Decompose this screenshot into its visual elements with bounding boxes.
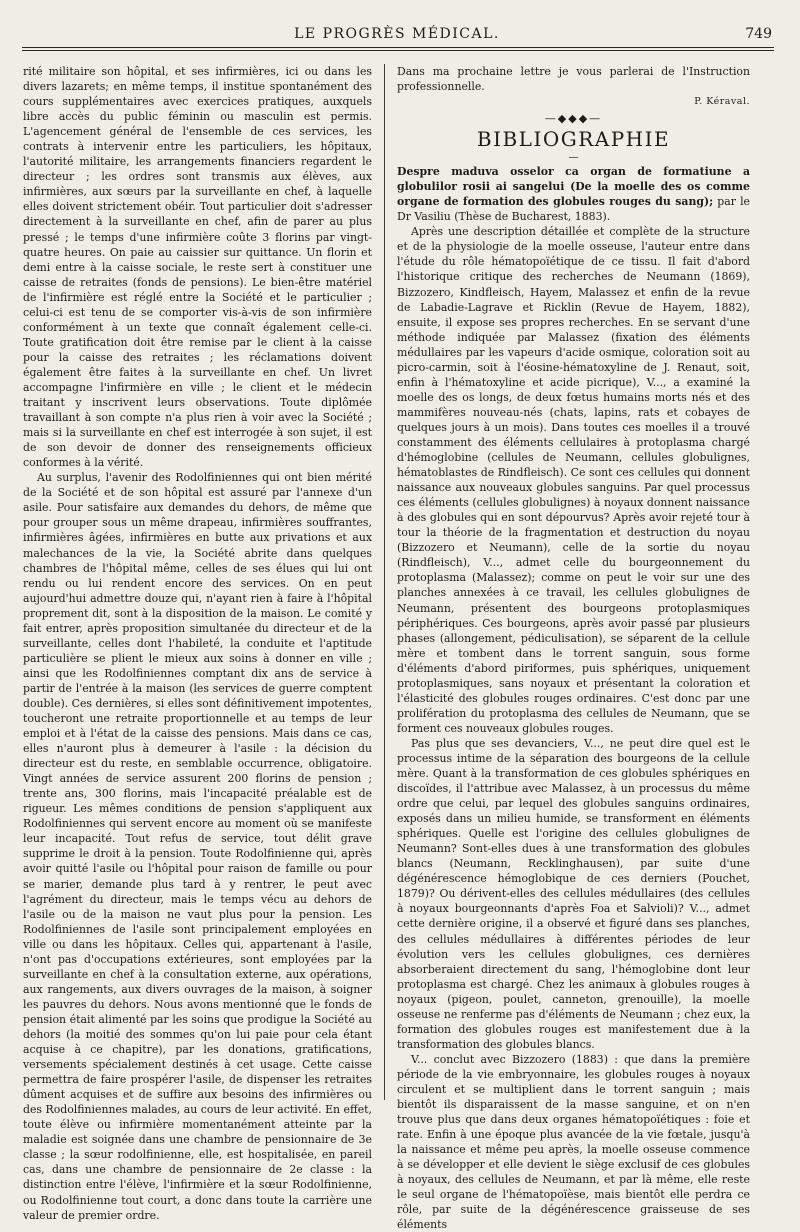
- review-paragraph-1: Après une description détaillée et complète de la structure et de la physiologie de la moelle osseuse, l'auteur entre dans l'étude du rôle hématopoïétique de ce tissu. Il fait d'abord l'historique critique des recherches de Neumann (1869), Bizzozero, Kindfleisch, Hayem, Malassez et enfin de la revue de Labadie-Lagrave et Ricklin (Revue de Hayem, 1882), ensuite, il expose ses propres recherches. En se servant d'une méthode indiquée par Malassez (fixation des éléments médullaires par les vapeurs d'acide osmique, coloration soit au picro-carmin, soit à l'éosine-hématoxyline de J. Renaut, soit, enfin à l'hématoxyline et acide picrique), V..., a examiné la moelle des os longs, de deux fœtus humains morts nés et des mammifères nouveau-nés (chats, lapins, rats et cobayes de quelques jours à un mois). Dans toutes ces moelles il a trouvé constamment des éléments cellulaires à protoplasma chargé d'hémoglobine (cellules de Neumann, cellules globulignes, hématoblastes de Rindfleisch). Ce sont ces cellules qui donnent naissance aux nouveaux globules sanguins. Par quel processus ces éléments (cellules globulignes) à noyaux donnent naissance à des globules qui en sont dépourvus? Après avoir rejeté tour à tour la théorie de la fragmentation et destruction du noyau (Bizzozero et Neumann), celle de la sortie du noyau (Rindfleisch), V..., admet celle du bourgeonnement du protoplasma (Malassez); comme on peut le voir sur une des planches annexées à ce travail, les cellules globulignes de Neumann, présentent des bourgeons protoplasmiques périphériques. Ces bourgeons, après avoir passé par plusieurs phases (allongement, pédiculisation), se séparent de la cellule mère et tombent dans le torrent sanguin, sous forme d'éléments d'abord piriformes, puis sphériques, uniquement protoplasmiques, sans noyaux et présentant la coloration et l'élasticité des globules rouges ordinaires. C'est donc par une prolifération du protoplasma des cellules de Neumann, que se forment ces nouveaux globules rouges.: [397, 225, 750, 735]
- page-number: 749: [745, 26, 772, 42]
- reference-title: Despre maduva osselor ca organ de formatiune a globulilor rosii ai sangelui (De la moelle des os comme organe de formation des globules rouges du sang);: [397, 165, 750, 209]
- ornament-divider: —◆◆◆—: [544, 112, 603, 126]
- right-column: [397, 64, 751, 1232]
- paragraph-asylum: Au surplus, l'avenir des Rodolfiniennes qui ont bien mérité de la Société et de son hôpital est assuré par l'annexe d'un asile. Pour satisfaire aux demandes du dehors, de même que pour grouper sous un même drapeau, infirmières souffrantes, infirmières âgées, infirmières en butte aux privations et aux malechances de la vie, la Société abrite dans quelques chambres de l'hôpital même, celles de ses élues qui lui ont rendu ou lui rendent encore des services. On en peut aujourd'hui admettre douze qui, n'ayant rien à faire à l'hôpital proprement dit, sont à la disposition de la maison. Le comité y fait entrer, après proposition simultanée du directeur et de la surveillante, celles dont l'habileté, la conduite et l'aptitude particulière se plient le mieux aux soins à donner en ville ; ainsi que les Rodolfiniennes comptant dix ans de service à partir de l'entrée à la maison (les services de guerre comptent double). Ces dernières, si elles sont définitivement impotentes, toucheront une retraite proportionnelle et au temps de leur emploi et à l'état de la caisse des pensions. Mais dans ce cas, elles n'auront plus à demeurer à l'asile : la décision du directeur est du reste, en semblable occurrence, obligatoire. Vingt années de service assurent 200 florins de pension ; trente ans, 300 florins, mais l'incapacité préalable est de rigueur. Les mêmes conditions de pension s'appliquent aux Rodolfiniennes qui servent encore au moment où se manifeste leur incapacité. Tout refus de service, tout délit grave supprime le droit à la pension. Toute Rodolfinienne qui, après avoir quitté l'asile ou l'hôpital pour raison de famille ou pour se marier, demande plus tard à y rentrer, le peut avec l'agrément du directeur, mais le temps vécu au dehors de l'asile ou de la maison ne vaut plus pour la pension. Les Rodolfiniennes de l'asile sont principalement employées en ville ou dans les hôpitaux. Celles qui, appartenant à l'asile, n'ont pas d'occupations extérieures, sont employées par la surveillante en chef à la consultation externe, aux opérations, aux rangements, aux divers ouvrages de la maison, à soigner les pauvres du dehors. Nous avons mentionné que le fonds de pension était alimenté par les soins que prodigue la Société au dehors (la moitié des sommes qu'on lui paie pour cela étant acquise à ce chapitre), par les donations, gratifications, versements spécialement destinés à cet usage. Cette caisse permettra de faire prospérer l'asile, de dispenser les retraites dûment acquises et de suffire aux besoins des infirmières ou des Rodolfiniennes malades, au cours de leur activité. En effet, toute élève ou infirmière momentanément atteinte par la maladie est soignée dans une chambre de pensionnaire de 3e classe ; la sœur rodolfinienne, elle, est hospitalisée, en pareil cas, dans une chambre de pensionnaire de 2e classe : la distinction entre l'élève, l'infirmière et la sœur Rodolfinienne, ou Rodolfinienne tout court, a donc dans toute la carrière une valeur de premier ordre.: [23, 471, 372, 1222]
- paragraph-society: rité militaire son hôpital, et ses infirmières, ici ou dans les divers lazarets; en même temps, il institue spontanément des cours supplémentaires avec exercices pratiques, auxquels libre accès du public féminin ou masculin est permis. L'agencement général de l'ensemble de ces services, les contrats à intervenir entre les particuliers, les hôpitaux, l'autorité militaire, les arrangements financiers regardent le directeur ; les ordres sont transmis aux élèves, aux infirmières, aux sœurs par la surveillante en chef, à laquelle elles doivent strictement obéir. Tout particulier doit s'adresser directement à la surveillante en chef, afin de parer au plus pressé ; le temps d'une infirmière coûte 3 florins par vingt-quatre heures. On paie au caissier sur quittance. Un florin et demi entre à la caisse sociale, le reste sert à constituer une caisse de retraites (fonds de pensions). Le bien-être matériel de l'infirmière est réglé entre la Société et le particulier ; celui-ci est tenu de se comporter vis-à-vis de son infirmière conformément à un texte que connaît également celle-ci. Toute gratification doit être remise par le client à la caisse pour la caisse des retraites ; les réclamations doivent également être faites à la surveillante en chef. Un livret accompagne l'infirmière en ville ; le client et le médecin traitant y inscrivent leurs observations. Toute diplômée travaillant à son compte n'a plus rien à voir avec la Société ; mais si la surveillante en chef est interrogée à son sujet, il est de son devoir de donner des renseignements officieux conformes à la vérité.: [23, 65, 372, 470]
- review-paragraph-2: Pas plus que ses devanciers, V..., ne peut dire quel est le processus intime de la séparation des bourgeons de la cellule mère. Quant à la transformation de ces globules sphériques en discoïdes, il l'attribue avec Malassez, à un processus du même ordre que celui, par lequel des globules sanguins ordinaires, exposés dans un milieu humide, se transforment en éléments sphériques. Quelle est l'origine des cellules globulignes de Neumann? Sont-elles dues à une transformation des globules blancs (Neumann, Recklinghausen), par suite d'une dégénérescence hémoglobique de ces derniers (Pouchet, 1879)? Ou dérivent-elles des cellules médullaires (des cellules à noyaux bourgeonnants d'après Foa et Salvioli)? V..., admet cette dernière origine, il a observé et figuré dans ses planches, des cellules médullaires à différentes périodes de leur évolution vers les cellules globulignes, ces dernières absorberaient directement du sang, l'hémoglobine dont leur protoplasma est chargé. Chez les animaux à globules rouges à noyaux (pigeon, poulet, canneton, grenouille), la moelle osseuse ne renferme pas d'éléments de Neumann ; chez eux, la formation des globules rouges est manifestement due à la transformation des globules blancs.: [397, 736, 750, 1051]
- closing-note: Dans ma prochaine lettre je vous parlerai de l'Instruction professionnelle.: [397, 65, 750, 94]
- review-paragraph-3: V... conclut avec Bizzozero (1883) : que dans la première période de la vie embryonnaire, les globules rouges à noyaux circulent et se multiplient dans le torrent sanguin ; mais bientôt ils disparaissent de la masse sanguine, et on n'en trouve plus que dans deux organes hématopoïétiques : foie et rate. Enfin à une époque plus avancée de la vie fœtale, jusqu'à la naissance et même peu après, la moelle osseuse commence à se développer et elle devient le siège exclusif de ces globules à noyaux, des cellules de Neumann, et par là même, elle reste le seul organe de l'hématopoïèse, mais bientôt elle perdra ce rôle, par suite de la dégénérescence graisseuse de ses éléments: [397, 1052, 750, 1232]
- left-column: [23, 64, 372, 1222]
- header-rule-top: [22, 47, 774, 48]
- signature: P. Kéraval.: [694, 96, 750, 108]
- reference-meta: par le Dr Vasiliu (Thèse de Bucharest, 1883).: [397, 195, 751, 224]
- bibliographic-reference: [397, 164, 750, 224]
- signature-line: [397, 94, 750, 109]
- title-dash: —: [568, 152, 579, 164]
- section-title: BIBLIOGRAPHIE: [476, 127, 671, 152]
- header-rule-bottom: [22, 50, 774, 51]
- journal-title: LE PROGRÈS MÉDICAL.: [294, 26, 500, 42]
- running-header: [22, 26, 772, 44]
- column-divider: [384, 64, 385, 1100]
